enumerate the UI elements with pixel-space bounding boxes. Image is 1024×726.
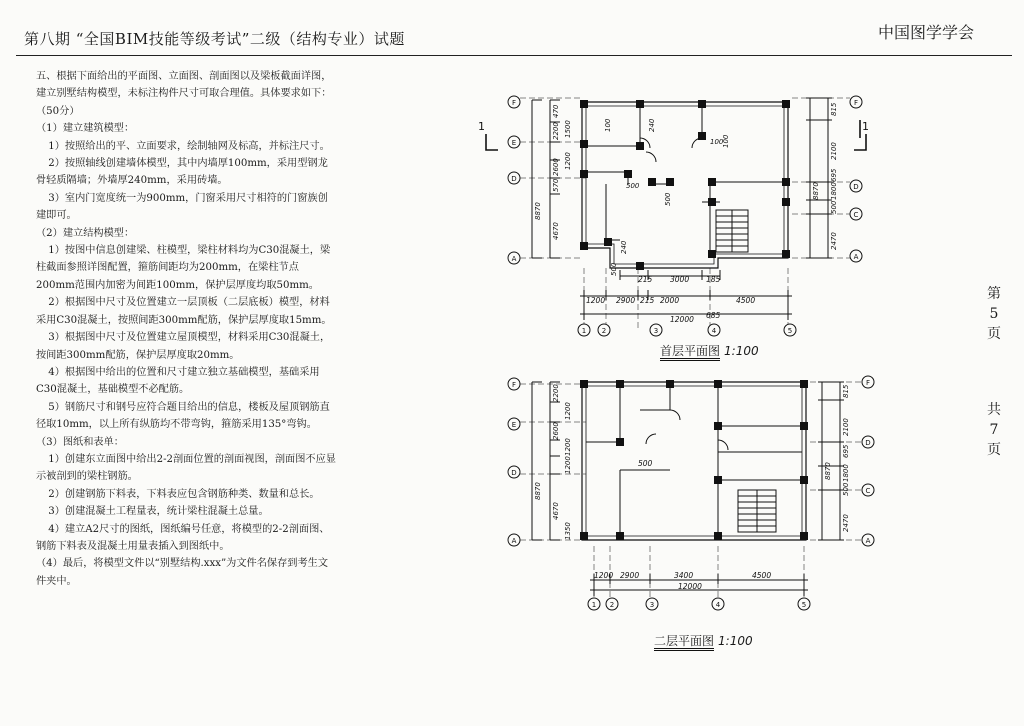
dim-text: 500 bbox=[830, 200, 838, 214]
dim-text: 2100 bbox=[830, 142, 838, 160]
stairs-icon bbox=[738, 490, 776, 532]
page-char: 共 bbox=[987, 402, 1001, 418]
page-char: 7 bbox=[989, 422, 999, 438]
room-dim: 100 bbox=[722, 134, 730, 148]
dim-text: 4670 bbox=[552, 502, 560, 520]
dim-text: 1200 bbox=[594, 571, 614, 580]
axis-label: 4 bbox=[711, 327, 717, 335]
page-char: 5 bbox=[989, 306, 999, 322]
question-item: 3）根据图中尺寸及位置建立屋顶模型，材料采用C30混凝土，按间距300mm配筋，保护层厚度取20mm。 bbox=[36, 332, 331, 361]
room-dim: 500 bbox=[664, 192, 672, 206]
dim-text: 4500 bbox=[736, 296, 756, 305]
question-intro: 五、根据下面给出的平面图、立面图、剖面图以及梁板截面详图，建立别墅结构模型，未标注构件尺寸可取合理值。具体要求如下：（50分） bbox=[36, 71, 332, 117]
question-item: 4）建立A2尺寸的图纸，图纸编号任意，将模型的2-2剖面图、钢筋下料表及混凝土用量表插入到图纸中。 bbox=[36, 523, 330, 552]
axis-label: 4 bbox=[715, 601, 721, 609]
dim-text: 695 bbox=[830, 168, 838, 182]
dim-text: 2600 bbox=[552, 158, 560, 176]
dim-total: 12000 bbox=[670, 315, 694, 324]
header-divider bbox=[16, 55, 1012, 56]
total-pages bbox=[984, 402, 1004, 458]
plan2-title bbox=[654, 632, 753, 649]
question-item: 3）室内门宽度统一为900mm，门窗采用尺寸相符的门窗族创建即可。 bbox=[36, 192, 328, 222]
dim-text: 695 bbox=[842, 444, 850, 458]
dim-total: 12000 bbox=[678, 582, 702, 591]
axis-label: F bbox=[865, 379, 871, 387]
first-floor-plan bbox=[470, 90, 890, 345]
axis-label: 3 bbox=[653, 327, 659, 335]
axis-label: D bbox=[865, 439, 871, 447]
axis-label: E bbox=[511, 139, 517, 147]
dim-text: 685 bbox=[706, 311, 721, 320]
axis-label: 3 bbox=[649, 601, 655, 609]
dim-text: 4500 bbox=[752, 571, 772, 580]
axis-label: A bbox=[853, 253, 859, 261]
dim-text: 1200 bbox=[564, 456, 572, 474]
dim-text: 1350 bbox=[564, 522, 572, 540]
dim-text: 8870 bbox=[812, 182, 820, 200]
axis-label: E bbox=[511, 421, 517, 429]
dim-text: 1800 bbox=[842, 464, 850, 482]
question-part-2: （2）建立结构模型： bbox=[36, 227, 135, 239]
room-dim: 500 bbox=[610, 262, 618, 276]
dim-text: 185 bbox=[706, 275, 721, 284]
dim-text: 815 bbox=[842, 384, 850, 398]
dim-text: 2000 bbox=[660, 296, 680, 305]
dim-text: 215 bbox=[640, 296, 655, 305]
question-item: 3）创建混凝土工程量表，统计梁柱混凝土总量。 bbox=[48, 506, 269, 518]
dim-text: 1200 bbox=[564, 402, 572, 420]
dim-text: 1200 bbox=[564, 438, 572, 456]
page-char: 第 bbox=[987, 286, 1001, 302]
question-item: 4）根据图中给出的位置和尺寸建立独立基础模型，基础采用C30混凝土，基础模型不必配筋。 bbox=[36, 366, 320, 396]
page-number bbox=[984, 286, 1004, 342]
second-floor-plan bbox=[470, 370, 890, 620]
dim-text: 2470 bbox=[830, 232, 838, 250]
axis-label: D bbox=[511, 175, 517, 183]
dim-text: 1500 bbox=[564, 120, 572, 138]
dim-text: 1200 bbox=[564, 152, 572, 170]
plan-scale: 1:100 bbox=[724, 344, 759, 358]
dim-text: 2600 bbox=[552, 422, 560, 440]
organization-name: 中国图学学会 bbox=[878, 23, 975, 42]
axis-label: A bbox=[865, 537, 871, 545]
axis-label: F bbox=[511, 381, 517, 389]
dim-text: 2100 bbox=[842, 418, 850, 436]
axis-label: 5 bbox=[801, 601, 807, 609]
dim-text: 215 bbox=[638, 275, 653, 284]
axis-label: 5 bbox=[787, 327, 793, 335]
axis-label: C bbox=[865, 487, 871, 495]
question-text bbox=[36, 68, 336, 590]
room-dim: 500 bbox=[626, 182, 640, 190]
question-item: 5）钢筋尺寸和钢号应符合题目给出的信息，楼板及屋顶钢筋直径取10mm，以上所有纵筋均不带弯钩，箍筋采用135°弯钩。 bbox=[36, 401, 330, 431]
axis-label: C bbox=[853, 211, 859, 219]
dim-text: 815 bbox=[830, 102, 838, 116]
plan-scale: 1:100 bbox=[718, 634, 753, 648]
room-dim: 100 bbox=[710, 138, 724, 146]
dim-text: 2900 bbox=[616, 296, 636, 305]
question-item: 1）按图中信息创建梁、柱模型，梁柱材料均为C30混凝土，梁柱截面参照详图配置，箍筋间距均为200mm，在梁柱节点200mm范围内加密为间距100mm，保护层厚度均取50mm。 bbox=[36, 245, 331, 291]
dim-text: 2470 bbox=[842, 514, 850, 532]
section-mark: 1 bbox=[478, 120, 485, 133]
axis-label: F bbox=[511, 99, 517, 107]
dim-text: 570 bbox=[552, 178, 560, 192]
axis-label: 1 bbox=[591, 601, 597, 609]
dim-text: 8870 bbox=[534, 482, 542, 500]
dim-text: 470 bbox=[552, 104, 560, 118]
dim-text: 8870 bbox=[824, 462, 832, 480]
dim-text: 1200 bbox=[586, 296, 606, 305]
question-part-3: （3）图纸和表单： bbox=[36, 436, 124, 448]
page-char: 页 bbox=[987, 326, 1001, 342]
dim-text: 2200 bbox=[552, 384, 560, 402]
dim-text: 4670 bbox=[552, 222, 560, 240]
dim-text: 8870 bbox=[534, 202, 542, 220]
dim-text: 2900 bbox=[620, 571, 640, 580]
dim-text: 3400 bbox=[674, 571, 694, 580]
dim-text: 500 bbox=[842, 482, 850, 496]
page-char: 页 bbox=[987, 442, 1001, 458]
question-part-4: （4）最后，将模型文件以“别墅结构.xxx”为文件名保存到考生文件夹中。 bbox=[36, 558, 329, 587]
axis-label: 2 bbox=[601, 327, 607, 335]
question-item: 2）根据图中尺寸及位置建立一层顶板（二层底板）模型，材料采用C30混凝土，按照间距300mm配筋，保护层厚度取15mm。 bbox=[36, 297, 332, 326]
axis-label: D bbox=[853, 183, 859, 191]
dim-text: 2200 bbox=[552, 122, 560, 140]
question-item: 2）创建钢筋下料表，下料表应包含钢筋种类、数量和总长。 bbox=[48, 488, 320, 500]
dim-text: 3000 bbox=[670, 275, 690, 284]
axis-label: 1 bbox=[581, 327, 587, 335]
question-item: 2）按照轴线创建墙体模型，其中内墙厚100mm，采用型钢龙骨轻质隔墙；外墙厚240mm，采用砖墙。 bbox=[36, 158, 328, 187]
plan-name: 首层平面图 bbox=[660, 344, 720, 361]
plan-name: 二层平面图 bbox=[654, 634, 714, 651]
question-item: 1）按照给出的平、立面要求，绘制轴网及标高，并标注尺寸。 bbox=[48, 140, 330, 152]
section-mark: 1 bbox=[862, 120, 869, 133]
plan1-title bbox=[660, 342, 759, 359]
question-part-1: （1）建立建筑模型： bbox=[36, 123, 135, 135]
room-dim: 240 bbox=[620, 240, 628, 254]
stairs-icon bbox=[716, 210, 748, 252]
axis-label: A bbox=[511, 255, 517, 263]
axis-label: A bbox=[511, 537, 517, 545]
axis-label: F bbox=[853, 99, 859, 107]
exam-title: 第八期 “全国BIM技能等级考试”二级（结构专业）试题 bbox=[24, 30, 405, 48]
room-dim: 500 bbox=[638, 459, 653, 468]
axis-label: 2 bbox=[609, 601, 615, 609]
question-item: 1）创建东立面图中给出2-2剖面位置的剖面视图，剖面图不应显示被剖到的梁柱钢筋。 bbox=[36, 453, 336, 483]
room-dim: 240 bbox=[648, 118, 656, 132]
room-dim: 100 bbox=[604, 118, 612, 132]
dim-text: 1800 bbox=[830, 182, 838, 200]
axis-label: D bbox=[511, 469, 517, 477]
